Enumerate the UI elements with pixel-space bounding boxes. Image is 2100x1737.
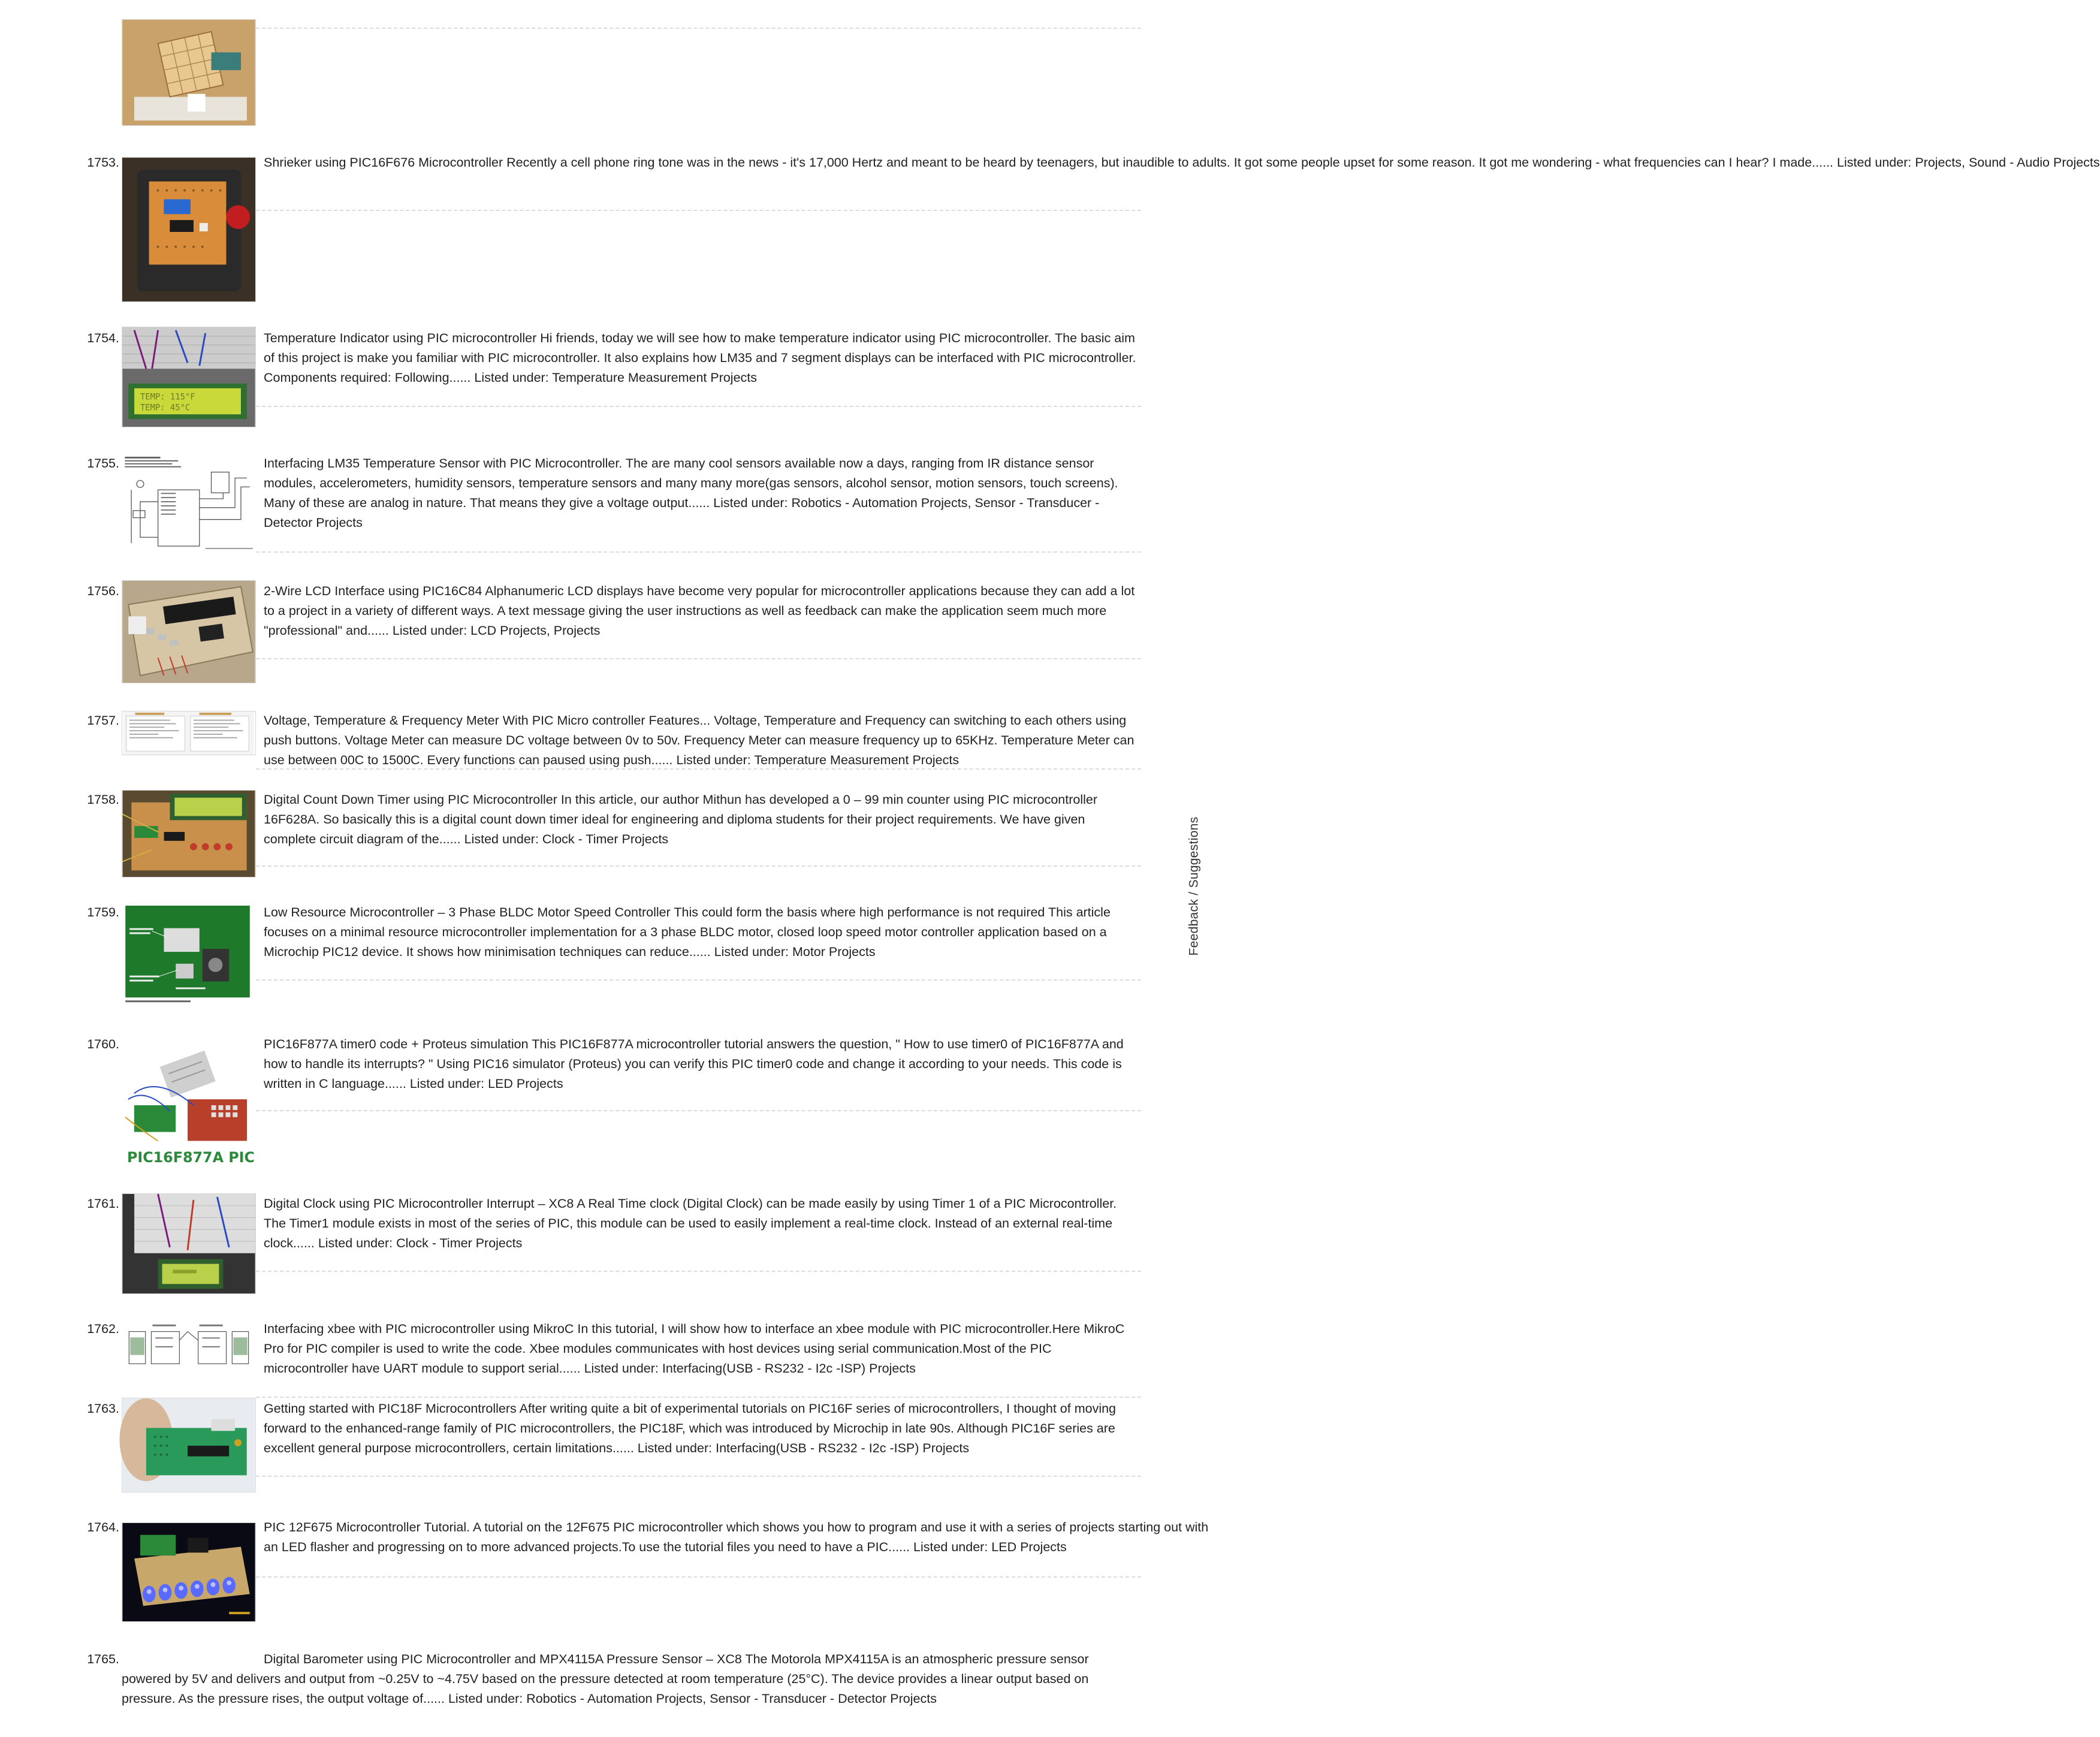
item-categories[interactable]: LCD Projects, Projects — [470, 623, 601, 638]
shrieker-board-photo-icon — [122, 158, 255, 301]
project-thumbnail[interactable] — [122, 711, 256, 755]
item-title-link[interactable]: Getting started with PIC18F Microcontrollers — [264, 1401, 517, 1416]
divider — [256, 658, 1141, 659]
item-number: 1759. — [87, 905, 119, 919]
item-categories[interactable]: Robotics - Automation Projects, Sensor - Transducer - Detector Projects — [526, 1691, 937, 1706]
svg-text:TEMP: 45°C: TEMP: 45°C — [140, 403, 191, 413]
svg-text:TEMP: 115°F: TEMP: 115°F — [140, 392, 195, 402]
project-thumbnail[interactable] — [122, 1522, 256, 1622]
lm35-schematic-icon — [122, 454, 255, 554]
project-thumbnail[interactable] — [122, 790, 256, 877]
item-title-link[interactable]: 2-Wire LCD Interface using PIC16C84 — [264, 584, 482, 598]
item-categories[interactable]: Interfacing(USB - RS232 - I2c -ISP) Projects — [662, 1361, 916, 1376]
item-excerpt: The Motorola MPX4115A is an atmospheric pressure sensor powered by 5V and delivers and output from ~0.25V to ~4.75V based on the pressure detected at room temperature (25°C). The device provides a linear output based on pressure. As the pressure rises, the output voltage of...... — [122, 1652, 1089, 1706]
item-number: 1765. — [87, 1652, 119, 1666]
item-categories[interactable]: Robotics - Automation Projects, Sensor - Transducer - Detector Projects — [264, 496, 1100, 530]
item-number: 1755. — [87, 456, 119, 471]
listed-under-label: Listed under: — [913, 1540, 988, 1554]
item-categories[interactable]: Temperature Measurement Projects — [754, 753, 960, 767]
listed-under-label: Listed under: — [448, 1691, 523, 1706]
project-thumbnail[interactable] — [122, 904, 256, 1007]
item-description — [264, 1518, 1211, 1557]
item-categories[interactable]: LED Projects — [991, 1540, 1067, 1554]
project-thumbnail[interactable] — [122, 327, 256, 427]
thumbnail-caption: PIC16F877A PIC — [126, 1149, 255, 1166]
item-description — [264, 1319, 1139, 1379]
code-screenshot-icon — [122, 711, 255, 755]
divider — [256, 1271, 1141, 1272]
divider — [256, 1576, 1141, 1578]
item-title-link[interactable]: PIC16F877A timer0 code + Proteus simulation — [264, 1037, 529, 1051]
item-excerpt: This PIC16F877A microcontroller tutorial answers the question, " How to use timer0 of PIC16F877A and how to handle its interrupts? " Using PIC16 simulator (Proteus) you can verify this PIC timer0 code and change it according to your needs. This code is written in C language...... — [264, 1037, 1124, 1091]
project-thumbnail[interactable] — [122, 454, 256, 554]
item-description — [264, 790, 1139, 849]
project-thumbnail[interactable] — [122, 1398, 256, 1492]
item-excerpt: This could form the basis where high performance is not required This article focuses on a minimal resource microcontroller implementation for a 3 phase BLDC motor, closed loop speed motor controller application based on a Microchip PIC12 device. It shows how minimisation techniques can reduce...... — [264, 905, 1111, 959]
item-excerpt: Features... Voltage, Temperature and Frequency can switching to each others using push buttons. Voltage Meter can measure DC voltage between 0v to 50v. Frequency Meter can measure frequency up to 65KHz. Temperature Meter can use between 00C to 1500C. Every functions can paused using push...... — [264, 713, 1135, 767]
item-description — [264, 153, 2100, 173]
item-title-link[interactable]: Digital Clock using PIC Microcontroller Interrupt – XC8 — [264, 1196, 574, 1211]
divider — [256, 768, 1141, 770]
item-excerpt: In this article, our author Mithun has developed a 0 – 99 min counter using PIC microcontroller 16F628A. So basically this is a digital count down timer ideal for engineering and diploma students for their project requirements. We have given complete circuit diagram of the...... — [264, 792, 1097, 846]
item-excerpt: A Real Time clock (Digital Clock) can be made easily by using Timer 1 of a PIC Microcontroller. The Timer1 module exists in most of the series of PIC, this module can be used to easily implement a real-time clock. Instead of an external real-time clock...... — [264, 1196, 1117, 1250]
item-number: 1756. — [87, 584, 119, 598]
listed-under-label: Listed under: — [392, 623, 467, 638]
divider — [256, 1476, 1141, 1477]
item-categories[interactable]: LED Projects — [488, 1076, 563, 1091]
item-excerpt: Recently a cell phone ring tone was in the news - it's 17,000 Hertz and meant to be heard by teenagers, but inaudible to adults. It got some people upset for some reason. It got me wondering - what frequencies can I hear? I made...... — [506, 155, 1834, 170]
item-categories[interactable]: Clock - Timer Projects — [396, 1236, 523, 1250]
item-number: 1761. — [87, 1196, 119, 1211]
listed-under-label: Listed under: — [713, 496, 788, 510]
listed-under-label: Listed under: — [1837, 155, 1912, 170]
project-thumbnail[interactable] — [122, 157, 256, 302]
listed-under-label: Listed under: — [464, 832, 539, 846]
divider — [256, 406, 1141, 407]
listed-under-label: Listed under: — [474, 370, 549, 385]
item-excerpt: Hi friends, today we will see how to make temperature indicator using PIC microcontroller. The basic aim of this project is make you familiar with PIC microcontroller. It also explains how LM35 and 7 segment displays can be interfaced with PIC microcontroller. Components required: Following...... — [264, 331, 1136, 385]
listed-under-label: Listed under: — [318, 1236, 393, 1250]
listed-under-label: Listed under: — [676, 753, 751, 767]
item-categories[interactable]: Clock - Timer Projects — [542, 832, 669, 846]
clock-breadboard-photo-icon — [122, 1194, 255, 1293]
item-description — [264, 1035, 1139, 1094]
item-categories[interactable]: Interfacing(USB - RS232 - I2c -ISP) Projects — [716, 1441, 970, 1455]
lcd-board-photo-icon — [122, 581, 255, 683]
item-title-link[interactable]: Temperature Indicator using PIC microcontroller — [264, 331, 537, 345]
item-categories[interactable]: Motor Projects — [792, 945, 876, 959]
item-description — [264, 903, 1139, 962]
item-title-link[interactable]: Digital Count Down Timer using PIC Microcontroller — [264, 792, 557, 807]
item-title-link[interactable]: PIC 12F675 Microcontroller Tutorial. — [264, 1520, 470, 1534]
item-number: 1753. — [87, 155, 119, 170]
pic18f-board-photo-icon — [122, 1398, 255, 1492]
timer-board-photo-icon — [122, 791, 255, 877]
item-description — [264, 1194, 1139, 1253]
project-thumbnail[interactable] — [122, 1039, 256, 1170]
item-number: 1763. — [87, 1401, 119, 1416]
project-thumbnail[interactable] — [122, 1193, 256, 1294]
project-thumbnail[interactable] — [122, 19, 256, 126]
solar-tracker-photo-icon — [122, 20, 255, 125]
item-number: 1762. — [87, 1322, 119, 1336]
breadboard-lcd-photo-icon — [122, 327, 255, 427]
bldc-setup-photo-icon — [122, 904, 255, 1006]
feedback-label: Feedback / Suggestions — [1187, 816, 1201, 955]
feedback-tab[interactable] — [1183, 817, 1205, 955]
item-excerpt: In this tutorial, I will show how to interface an xbee module with PIC microcontroller.Here MikroC Pro for PIC compiler is used to write the code. Xbee modules communicates with host devices using serial communication.Most of the PIC microcontroller have UART module to support serial...... — [264, 1322, 1125, 1376]
item-description — [264, 581, 1139, 641]
item-description — [122, 1649, 1140, 1709]
item-excerpt: A tutorial on the 12F675 PIC microcontroller which shows you how to program and use it with a series of projects starting out with an LED flasher and progressing on to more advanced projects.To use the tutorial files you need to have a PIC...... — [264, 1520, 1209, 1554]
item-title-link[interactable]: Shrieker using PIC16F676 Microcontroller — [264, 155, 503, 170]
xbee-schematic-icon — [122, 1320, 255, 1371]
divider — [256, 1397, 1141, 1398]
divider — [256, 551, 1141, 553]
led-flasher-photo-icon — [122, 1523, 255, 1621]
item-description — [264, 328, 1139, 388]
listed-under-label: Listed under: — [637, 1441, 713, 1455]
item-excerpt: Alphanumeric LCD displays have become very popular for microcontroller applications because they can add a lot to a project in a variety of different ways. A text message giving the user instructions as well as feedback can make the application seem much more "professional" and...... — [264, 584, 1135, 638]
divider — [256, 1110, 1141, 1111]
listed-under-label: Listed under: — [584, 1361, 659, 1376]
item-title-link[interactable]: Interfacing LM35 Temperature Sensor with PIC Microcontroller. — [264, 456, 623, 471]
item-title-link[interactable]: Digital Barometer using PIC Microcontroller and MPX4115A Pressure Sensor – XC8 — [264, 1652, 742, 1666]
item-description — [264, 1399, 1139, 1458]
item-excerpt: The are many cool sensors available now a days, ranging from IR distance sensor modules, accelerometers, humidity sensors, temperature sensors and many many more(gas sensors, alcohol sensor, motion sensors, touch screens). Many of these are analog in nature. That means they give a voltage output...... — [264, 456, 1118, 510]
item-categories[interactable]: Temperature Measurement Projects — [552, 370, 758, 385]
item-description — [264, 454, 1139, 533]
item-number: 1760. — [87, 1037, 119, 1051]
item-title-link[interactable]: Voltage, Temperature & Frequency Meter With PIC Micro controller — [264, 713, 645, 728]
project-thumbnail[interactable] — [122, 580, 256, 683]
project-thumbnail[interactable] — [122, 1319, 256, 1372]
divider — [256, 866, 1141, 867]
item-title-link[interactable]: Low Resource Microcontroller – 3 Phase BLDC Motor Speed Controller — [264, 905, 671, 919]
pic16f877a-kit-photo-icon — [122, 1040, 255, 1169]
item-number: 1764. — [87, 1520, 119, 1534]
listed-under-label: Listed under: — [409, 1076, 485, 1091]
item-title-link[interactable]: Interfacing xbee with PIC microcontroller using MikroC — [264, 1322, 574, 1336]
item-number: 1754. — [87, 331, 119, 345]
listed-under-label: Listed under: — [714, 945, 789, 959]
divider — [256, 28, 1141, 29]
item-number: 1757. — [87, 713, 119, 728]
item-description — [264, 711, 1139, 770]
item-excerpt: After writing quite a bit of experimental tutorials on PIC16F series of microcontrollers, I thought of moving forward to the enhanced-range family of PIC microcontrollers, the PIC18F, which was introduced by Microchip in late 90s. Although PIC16F series are excellent general purpose microcontrollers, certain limitations...... — [264, 1401, 1117, 1455]
item-number: 1758. — [87, 792, 119, 807]
item-categories[interactable]: Projects, Sound - Audio Projects — [1915, 155, 2100, 170]
divider — [256, 979, 1141, 981]
divider — [256, 210, 1141, 211]
